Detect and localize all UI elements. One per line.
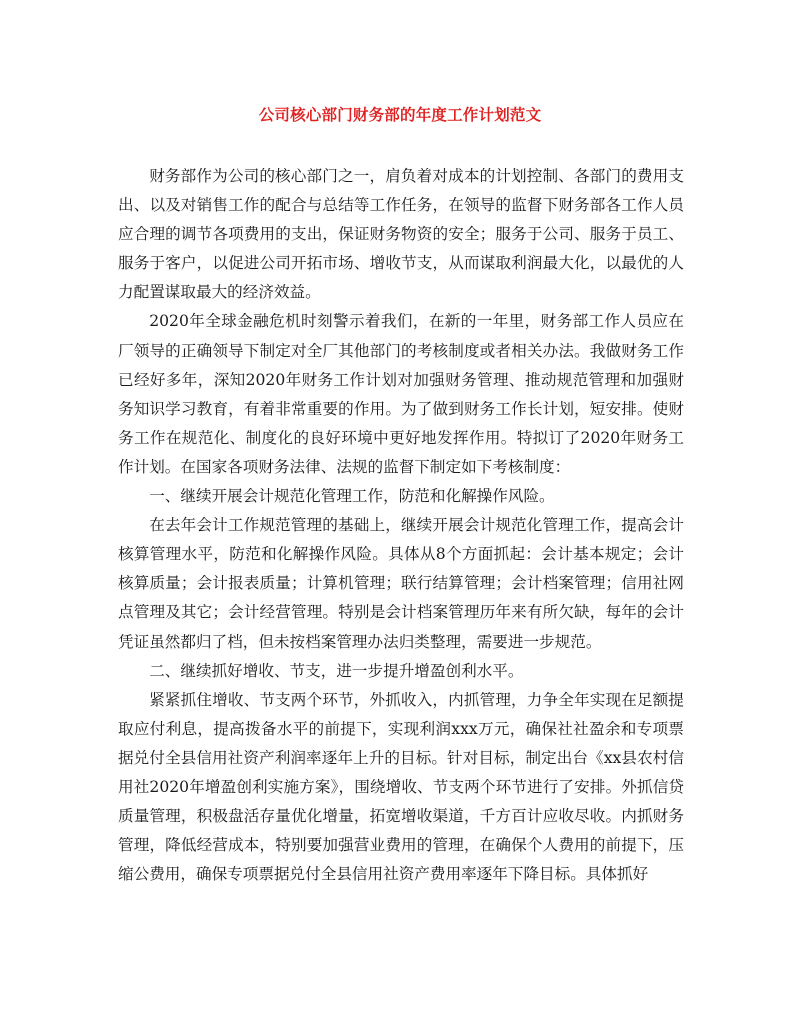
paragraph-intro: 财务部作为公司的核心部门之一，肩负着对成本的计划控制、各部门的费用支出、以及对销售工作的配合与总结等工作任务，在领导的监督下财务部各工作人员应合理的调节各项费用的支出，保证财务物资的安全；服务于公司、服务于员工、服务于客户，以促进公司开拓市场、增收节支，从而谋取利润最大化，以最优的人力配置谋取最大的经济效益。	[118, 167, 684, 302]
document-body	[118, 162, 684, 889]
paragraph-section-2: 紧紧抓住增收、节支两个环节，外抓收入，内抓管理，力争全年实现在足额提取应付利息，提高拨备水平的前提下，实现利润xxx万元，确保社社盈余和专项票据兑付全县信用社资产利润率逐年上升的目标。针对目标，制定出台《xx县农村信用社2020年增盈创利实施方案》，围绕增收、节支两个环节进行了安排。外抓信贷质量管理，积极盘活存量优化增量，拓宽增收渠道，千方百计应收尽收。内抓财务管理，降低经营成本，特别要加强营业费用的管理，在确保个人费用的前提下，压缩公费用，确保专项票据兑付全县信用社资产费用率逐年下降目标。具体抓好	[118, 690, 684, 884]
document-title: 公司核心部门财务部的年度工作计划范文	[258, 105, 542, 124]
section-heading-1: 一、继续开展会计规范化管理工作，防范和化解操作风险。	[149, 487, 555, 506]
paragraph-background: 2020年全球金融危机时刻警示着我们，在新的一年里，财务部工作人员应在厂领导的正确领导下制定对全厂其他部门的考核制度或者相关办法。我做财务工作已经好多年，深知2020年财务工作计划对加强财务管理、推动规范管理和加强财务知识学习教育，有着非常重要的作用。为了做到财务工作长计划，短安排。使财务工作在规范化、制度化的良好环境中更好地发挥作用。特拟订了2020年财务工作计划。在国家各项财务法律、法规的监督下制定如下考核制度：	[118, 312, 684, 476]
section-heading-2: 二、继续抓好增收、节支，进一步提升增盈创利水平。	[149, 661, 524, 680]
paragraph-section-1: 在去年会计工作规范管理的基础上，继续开展会计规范化管理工作，提高会计核算管理水平，防范和化解操作风险。具体从8个方面抓起：会计基本规定；会计核算质量；会计报表质量；计算机管理；联行结算管理；会计档案管理；信用社网点管理及其它；会计经营管理。特别是会计档案管理历年来有所欠缺，每年的会计凭证虽然都归了档，但未按档案管理办法归类整理，需要进一步规范。	[118, 516, 684, 651]
